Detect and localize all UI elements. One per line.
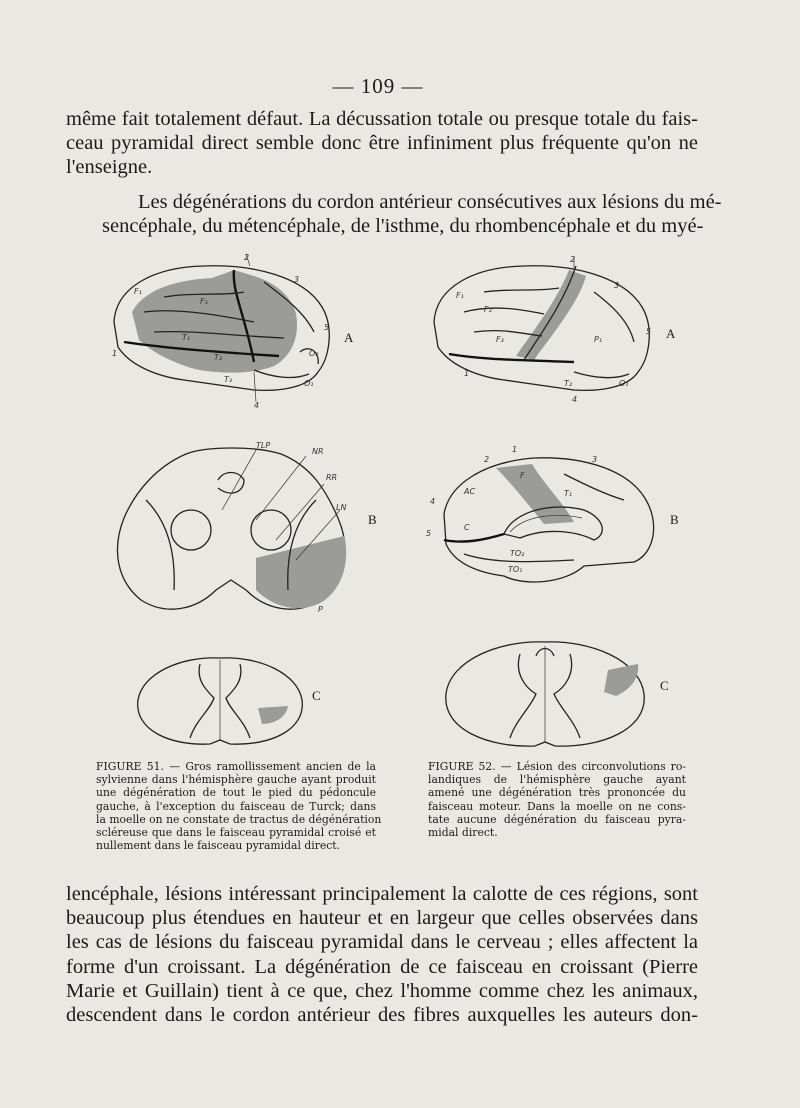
caption-line: la moelle on ne constate de tractus de dégénération [96,812,382,826]
figure52-brain-lateral [424,252,664,412]
caption-line: nullement dans le faisceau pyramidal direct. [96,839,341,853]
caption-line: faisceau moteur. Dans la moelle on ne cons- [428,799,686,813]
figure-letter: C [660,678,669,693]
figure-letter: B [368,512,377,527]
svg-text:T₁: T₁ [564,489,573,498]
figure-letter: A [666,326,676,341]
caption-line: amené une dégénération très prononcée du [428,786,686,800]
caption-line: gauche, à l'exception du faisceau de Turck; dans [96,799,376,813]
svg-text:5: 5 [426,529,432,538]
figure-letter: B [670,512,679,527]
caption-line: FIGURE 51. — Gros ramollissement ancien de la [96,760,376,773]
caption-line: midal direct. [428,826,498,840]
svg-text:RR: RR [326,473,338,482]
text-line: Marie et Guillain) tient à ce que, chez l'homme comme chez les animaux, [66,979,698,1002]
figure52-caption [428,760,686,839]
figure51-caption [96,760,382,853]
svg-text:T₂: T₂ [214,353,223,362]
svg-text:T₂: T₂ [564,379,573,388]
text-line: même fait totalement défaut. La décussation totale ou presque totale du fais- [66,108,698,130]
figure-letter: A [344,330,354,345]
text-line: Les dégénérations du cordon antérieur consécutives aux lésions du mé- [138,190,722,213]
figure51-brain-lateral [104,252,344,412]
svg-text:F₂: F₂ [484,305,492,314]
paragraph-2 [66,190,722,238]
svg-text:3: 3 [614,281,620,290]
svg-text:C: C [464,523,470,532]
caption-line: scléreuse que dans le faisceau pyramidal croisé et [96,826,376,840]
figure52-brain-medial [424,444,664,594]
svg-text:P₁: P₁ [594,335,603,344]
top-paragraphs [66,107,722,238]
page-number: — 109 — [332,74,424,98]
caption-line: sylvienne dans l'hémisphère gauche ayant produit [96,773,376,787]
caption-line: tate aucune dégénération du faisceau pyra- [428,812,686,826]
svg-text:F₃: F₃ [200,297,208,306]
text-line: les cas de lésions du faisceau pyramidal dans le cerveau ; elles affectent la [66,931,698,954]
svg-text:F: F [520,471,525,480]
svg-text:1: 1 [464,369,470,378]
svg-text:O₁: O₁ [619,379,629,388]
svg-text:O₁: O₁ [304,379,314,388]
svg-text:4: 4 [254,401,260,410]
figure52-spinal-cord [440,634,650,754]
svg-text:4: 4 [430,497,436,506]
bottom-paragraph [66,882,698,1027]
svg-text:O₂: O₂ [309,349,319,358]
svg-text:F₃: F₃ [496,335,504,344]
paragraph-1 [66,107,698,180]
svg-text:3: 3 [592,455,598,464]
text-line: lencéphale, lésions intéressant principalement la calotte de ces régions, sont [66,883,698,905]
text-line: ceau pyramidal direct semble donc être infiniment plus fréquente qu'on ne [66,132,698,155]
svg-text:T₁: T₁ [182,333,191,342]
text-line: sencéphale, du métencéphale, de l'isthme, du rhombencéphale et du myé- [102,214,704,237]
svg-text:LN: LN [336,503,347,512]
svg-text:AC: AC [464,487,476,496]
svg-text:5: 5 [324,323,330,332]
figure51-spinal-cord [130,650,310,750]
svg-text:P: P [318,605,323,614]
svg-text:5: 5 [646,327,652,336]
text-line: forme d'un croissant. La dégénération de ce faisceau en croissant (Pierre [66,955,698,978]
svg-text:1: 1 [512,445,518,454]
svg-text:4: 4 [572,395,578,404]
svg-text:1: 1 [112,349,118,358]
svg-text:F₁: F₁ [134,287,142,296]
figure-letter: C [312,688,321,703]
caption-line: landiques de l'hémisphère gauche ayant [428,773,686,787]
figure51-peduncle-section [106,440,356,620]
svg-text:2: 2 [570,255,576,264]
svg-text:TO₁: TO₁ [508,565,523,574]
svg-text:TO₂: TO₂ [510,549,525,558]
caption-line: une dégénération de tout le pied du pédoncule [96,786,376,800]
svg-text:TLP: TLP [256,441,271,450]
text-line: l'enseigne. [66,156,153,179]
svg-text:F₁: F₁ [456,291,464,300]
svg-text:2: 2 [484,455,490,464]
svg-text:2: 2 [244,253,250,262]
text-line: descendent dans le cordon antérieur des fibres auxquelles les auteurs don- [66,1004,698,1027]
svg-text:NR: NR [312,447,324,456]
caption-line: FIGURE 52. — Lésion des circonvolutions ro- [428,760,686,773]
svg-text:3: 3 [294,275,300,284]
text-line: beaucoup plus étendues en hauteur et en largeur que celles observées dans [66,907,698,930]
svg-text:T₃: T₃ [224,375,233,384]
